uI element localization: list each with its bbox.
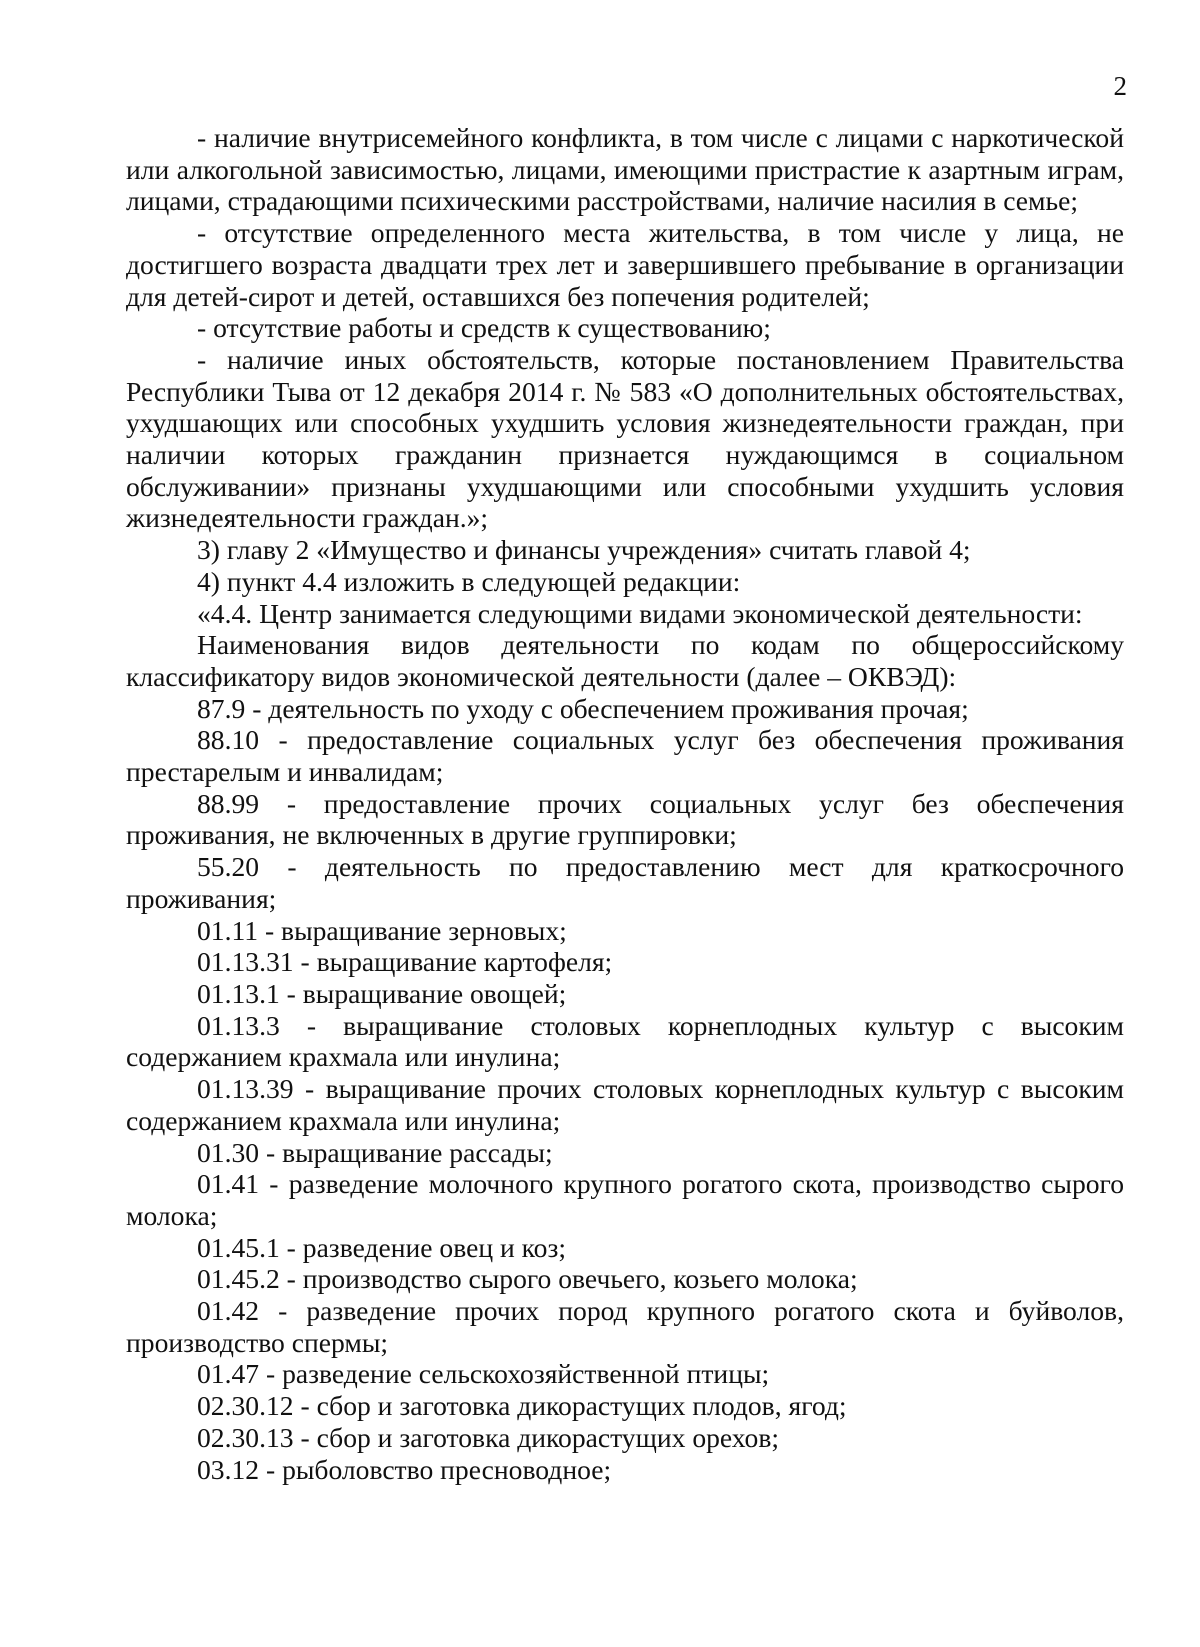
okved-item: 01.13.39 - выращивание прочих столовых корнеплодных культур с высоким содержанием крахмала или инулина; [126, 1073, 1124, 1136]
paragraph-item-4: 4) пункт 4.4 изложить в следующей редакции: [197, 565, 741, 597]
document-body [126, 122, 1124, 1485]
okved-item: 01.13.31 - выращивание картофеля; [197, 946, 613, 978]
paragraph-section-4-4: «4.4. Центр занимается следующими видами экономической деятельности: [197, 597, 1083, 629]
paragraph-no-work: - отсутствие работы и средств к существованию; [197, 312, 771, 344]
page-number: 2 [1113, 71, 1127, 101]
okved-item: 55.20 - деятельность по предоставлению мест для краткосрочного проживания; [126, 851, 1124, 914]
okved-item: 87.9 - деятельность по уходу с обеспечением проживания прочая; [197, 692, 969, 724]
okved-item: 01.47 - разведение сельскохозяйственной птицы; [197, 1358, 770, 1390]
okved-item: 03.12 - рыболовство пресноводное; [197, 1453, 612, 1485]
okved-item: 02.30.13 - сбор и заготовка дикорастущих орехов; [197, 1421, 780, 1453]
okved-item: 01.11 - выращивание зерновых; [197, 914, 567, 946]
okved-item: 01.42 - разведение прочих пород крупного рогатого скота и буйволов, производство спермы; [126, 1295, 1124, 1358]
paragraph-item-3: 3) главу 2 «Имущество и финансы учреждения» считать главой 4; [197, 534, 971, 566]
paragraph-okved-intro: Наименования видов деятельности по кодам по общероссийскому классификатору видов экономической деятельности (далее – ОКВЭД): [126, 629, 1124, 692]
okved-item: 01.45.2 - производство сырого овечьего, козьего молока; [197, 1263, 858, 1295]
okved-item: 88.10 - предоставление социальных услуг без обеспечения проживания престарелым и инвалидам; [126, 724, 1124, 788]
okved-item: 88.99 - предоставление прочих социальных услуг без обеспечения проживания, не включенных в другие группировки; [126, 787, 1124, 851]
paragraph-no-residence: - отсутствие определенного места жительства, в том числе у лица, не достигшего возраста двадцати трех лет и завершившего пребывание в организации для детей-сирот и детей, оставшихся без попечения родителей; [126, 217, 1124, 312]
okved-item: 02.30.12 - сбор и заготовка дикорастущих плодов, ягод; [197, 1390, 847, 1422]
paragraph-other-circumstances: - наличие иных обстоятельств, которые постановлением Правительства Республики Тыва от 12 декабря 2014 г. № 583 «О дополнительных обстоятельствах, ухудшающих или способных ухудшить условия жизнедеятельности граждан, при наличии которых гражданин признается нуждающимся в социальном обслуживании» признаны ухудшающими или способными ухудшить условия жизнедеятельности граждан.»; [126, 343, 1124, 534]
okved-item: 01.45.1 - разведение овец и коз; [197, 1231, 567, 1263]
paragraph-family-conflict: - наличие внутрисемейного конфликта, в том числе с лицами с наркотической или алкогольной зависимостью, лицами, имеющими пристрастие к азартным играм, лицами, страдающими психическими расстройствами, наличие насилия в семье; [126, 122, 1124, 217]
okved-item: 01.13.1 - выращивание овощей; [197, 977, 567, 1009]
okved-item: 01.13.3 - выращивание столовых корнеплодных культур с высоким содержанием крахмала или инулина; [126, 1009, 1124, 1073]
okved-item: 01.41 - разведение молочного крупного рогатого скота, производство сырого молока; [126, 1168, 1124, 1231]
okved-item: 01.30 - выращивание рассады; [197, 1136, 553, 1168]
